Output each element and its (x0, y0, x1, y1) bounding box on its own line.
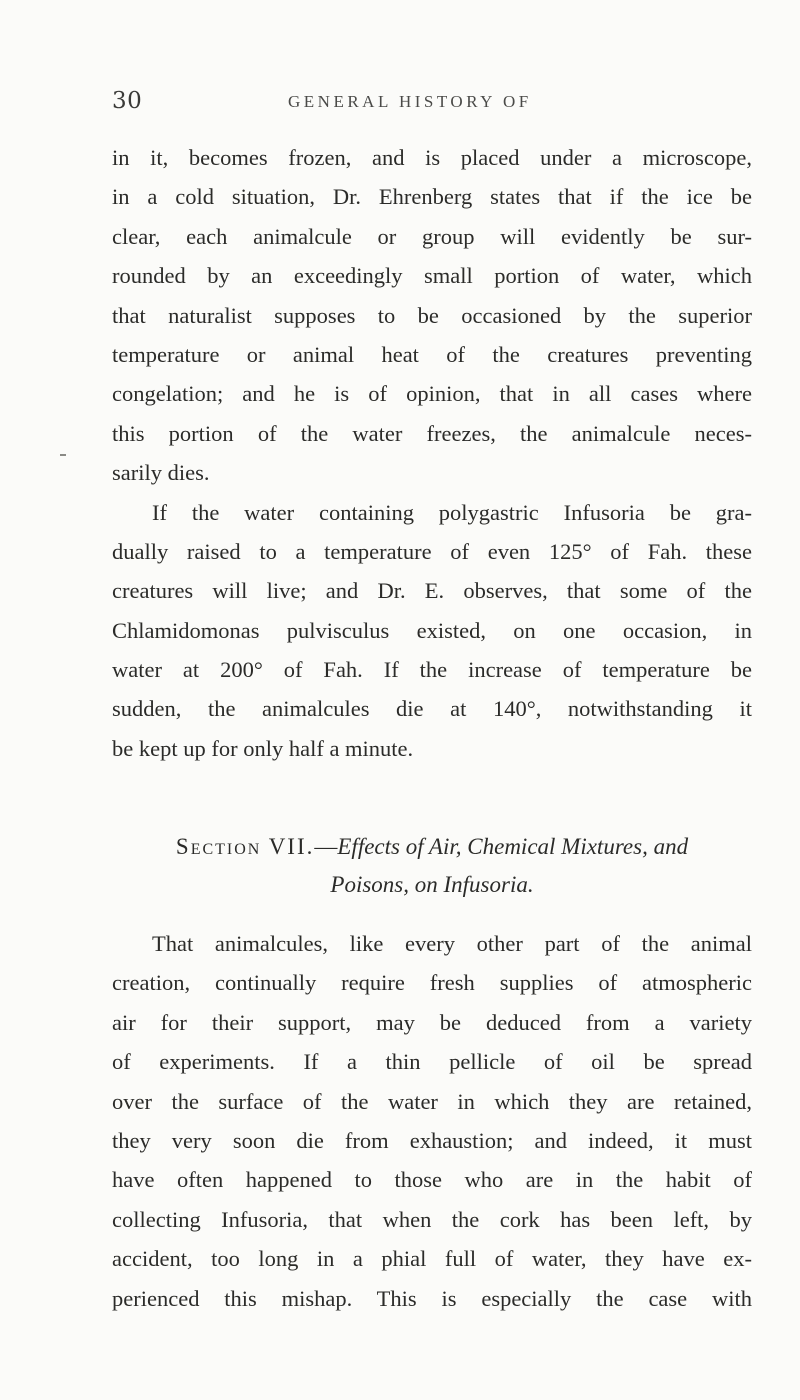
text-line: creation, continually require fresh supplies of atmospheric (112, 970, 752, 996)
text-line: temperature or animal heat of the creatures preventing (112, 341, 752, 367)
text-line: water at 200° of Fah. If the increase of temperature be (112, 657, 752, 683)
paragraph (112, 138, 752, 493)
page-number: 30 (112, 88, 143, 114)
text-line: accident, too long in a phial full of water, they have ex- (112, 1246, 752, 1272)
body-text-bottom (112, 924, 752, 1318)
text-line: perienced this mishap. This is especially the case with (112, 1285, 752, 1311)
text-line: clear, each animalcule or group will evidently be sur- (112, 223, 752, 249)
text-line: creatures will live; and Dr. E. observes, that some of the (112, 578, 752, 604)
text-line: rounded by an exceedingly small portion of water, which (112, 263, 752, 289)
text-line: have often happened to those who are in the habit of (112, 1167, 752, 1193)
section-title-part-1: Effects of Air, Chemical Mixtures, and (337, 834, 689, 859)
body-text-top (112, 138, 752, 768)
text-line: dually raised to a temperature of even 125° of Fah. these (112, 538, 752, 564)
text-line: collecting Infusoria, that when the cork has been left, by (112, 1206, 752, 1232)
text-line: of experiments. If a thin pellicle of oil be spread (112, 1049, 752, 1075)
margin-mark (60, 454, 66, 456)
text-line: If the water containing polygastric Infusoria be gra- (152, 499, 752, 525)
text-line: sudden, the animalcules die at 140°, notwithstanding it (112, 696, 752, 722)
text-line: they very soon die from exhaustion; and indeed, it must (112, 1127, 752, 1153)
text-line: sarily dies. (112, 460, 210, 486)
text-line: air for their support, may be deduced from a variety (112, 1009, 752, 1035)
text-line: in a cold situation, Dr. Ehrenberg states that if the ice be (112, 184, 752, 210)
paragraph (112, 493, 752, 769)
text-line: this portion of the water freezes, the animalcule neces- (112, 420, 752, 446)
text-line: over the surface of the water in which they are retained, (112, 1088, 752, 1114)
text-line: congelation; and he is of opinion, that in all cases where (112, 381, 752, 407)
paragraph (112, 924, 752, 1318)
section-heading (112, 828, 752, 904)
section-heading-line-1 (112, 828, 752, 866)
section-title-part-2: Poisons, on Infusoria. (330, 872, 534, 897)
section-label: Section VII. (175, 834, 315, 859)
section-dash: — (314, 834, 338, 859)
running-head: GENERAL HISTORY OF (288, 92, 532, 111)
text-line: that naturalist supposes to be occasioned by the superior (112, 302, 752, 328)
text-line: That animalcules, like every other part of the animal (152, 931, 752, 956)
text-line: in it, becomes frozen, and is placed under a microscope, (112, 145, 752, 170)
text-line: Chlamidomonas pulvisculus existed, on one occasion, in (112, 617, 752, 643)
page-header (112, 88, 752, 118)
section-heading-line-2 (112, 866, 752, 904)
text-line: be kept up for only half a minute. (112, 735, 414, 761)
